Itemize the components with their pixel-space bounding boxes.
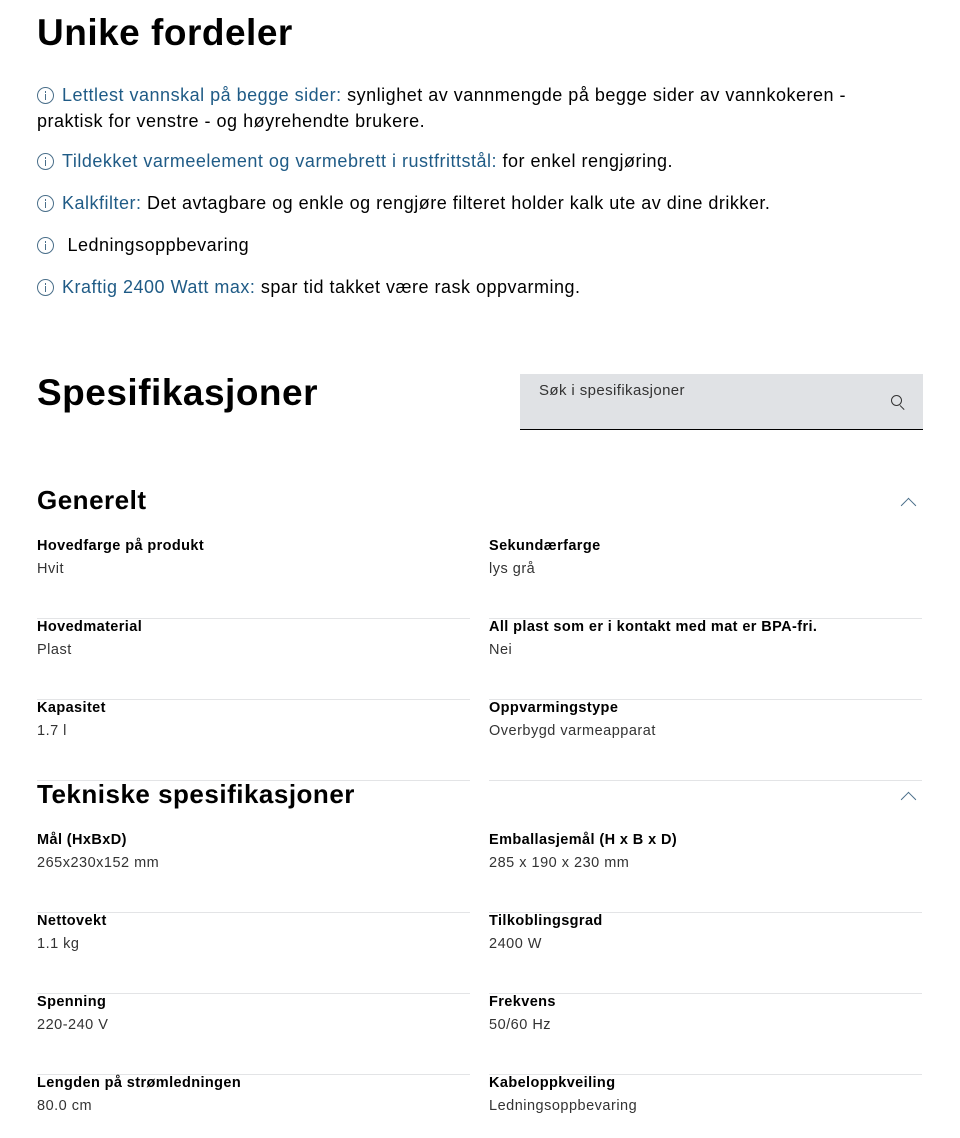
spec-value: 1.7 l [37,723,67,739]
spec-value: 80.0 cm [37,1098,93,1114]
info-icon[interactable] [37,237,54,254]
spec-label: Nettovekt [37,913,107,929]
spec-row [37,1075,470,1138]
info-icon[interactable] [37,279,54,296]
spec-row [37,994,470,1075]
section-title-generelt[interactable]: Generelt [37,485,147,515]
search-icon[interactable] [891,395,902,406]
spec-value: 265x230x152 mm [37,855,160,871]
spec-row [489,700,922,781]
spec-row [37,538,470,619]
spec-label: Kapasitet [37,700,106,716]
spec-label: Oppvarmingstype [489,700,619,716]
info-icon[interactable] [37,153,54,170]
spec-label: Emballasjemål (H x B x D) [489,832,678,848]
spec-row [489,619,922,700]
spec-value: Overbygd varmeapparat [489,723,656,739]
benefit-text: synlighet av vannmengde på begge sider av vannkokeren - praktisk for venstre - og høyrehendte brukere. [37,85,846,131]
spec-value: Ledningsoppbevaring [489,1098,638,1114]
spec-value: 50/60 Hz [489,1017,552,1033]
spec-row [37,700,470,781]
benefit-item [37,82,917,134]
chevron-up-icon[interactable] [899,496,917,508]
spec-label: Kabeloppkveiling [489,1075,616,1091]
spec-value: 1.1 kg [37,936,80,952]
spec-label: All plast som er i kontakt med mat er BPA-fri. [489,619,818,635]
benefit-text: Det avtagbare og enkle og rengjøre filteret holder kalk ute av dine drikker. [141,193,771,213]
benefit-lead: Kraftig 2400 Watt max: [62,277,256,297]
spec-search-input[interactable] [520,374,923,429]
spec-row [489,913,922,994]
spec-row [489,538,922,619]
benefit-item [37,190,770,216]
spec-row [489,832,922,913]
benefit-lead: Kalkfilter: [62,193,142,213]
spec-row [37,619,470,700]
spec-label: Lengden på strømledningen [37,1075,242,1091]
benefit-lead: Lettlest vannskal på begge sider: [62,85,342,105]
benefit-lead: Tildekket varmeelement og varmebrett i rustfrittstål: [62,151,497,171]
spec-label: Hovedfarge på produkt [37,538,205,554]
spec-label: Sekundærfarge [489,538,601,554]
spec-label: Hovedmaterial [37,619,143,635]
spec-label: Tilkoblingsgrad [489,913,603,929]
spec-row [37,832,470,913]
spec-row [489,994,922,1075]
spec-value: 2400 W [489,936,542,952]
benefit-text: spar tid takket være rask oppvarming. [255,277,581,297]
spec-value: Nei [489,642,513,658]
spec-label: Frekvens [489,994,556,1010]
benefit-item [37,274,581,300]
spec-row [37,913,470,994]
chevron-up-icon[interactable] [899,790,917,802]
benefit-text: for enkel rengjøring. [496,151,674,171]
spec-search-box [520,374,923,430]
benefits-title: Unike fordeler [37,12,293,53]
info-icon[interactable] [37,87,54,104]
spec-value: 285 x 190 x 230 mm [489,855,630,871]
spec-label: Mål (HxBxD) [37,832,127,848]
spec-value: lys grå [489,561,536,577]
benefit-item [37,232,249,258]
benefit-item [37,148,673,174]
spec-value: Plast [37,642,72,658]
benefit-text: Ledningsoppbevaring [62,235,250,255]
spec-row [489,1075,922,1138]
spec-value: 220-240 V [37,1017,109,1033]
spec-value: Hvit [37,561,64,577]
spec-label: Spenning [37,994,107,1010]
section-title-tekniske[interactable]: Tekniske spesifikasjoner [37,779,355,809]
specifications-title: Spesifikasjoner [37,372,319,413]
info-icon[interactable] [37,195,54,212]
